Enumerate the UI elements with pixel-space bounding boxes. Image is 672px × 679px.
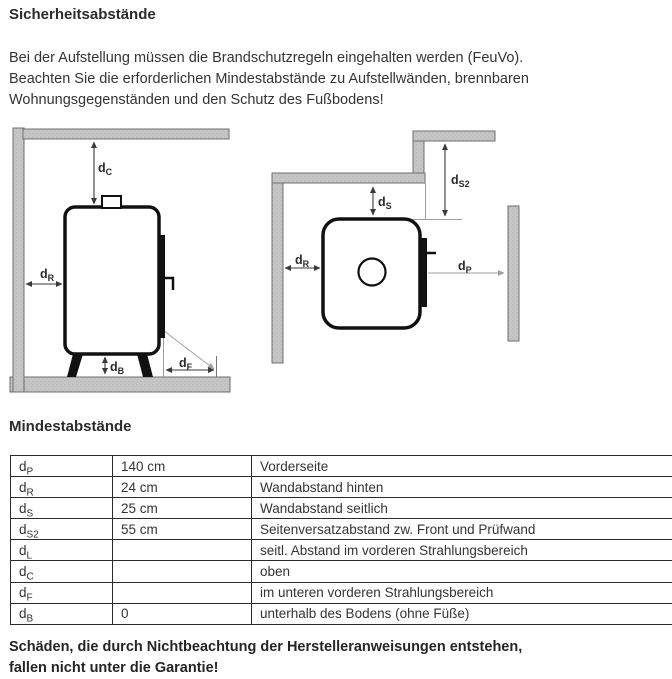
distance-value xyxy=(113,582,252,603)
stove-door-side xyxy=(158,235,166,338)
distance-value xyxy=(113,540,252,561)
door-handle xyxy=(164,278,173,290)
side-wall xyxy=(272,173,283,363)
db-label: $d_B$ xyxy=(110,360,125,376)
table-row xyxy=(11,498,672,519)
warranty-line: fallen nicht unter die Garantie! xyxy=(9,659,219,676)
intro-line: Wohnungsgegenständen und den Schutz des Fußbodens! xyxy=(9,92,384,108)
table-row xyxy=(11,540,672,561)
distance-symbol: $d_P$ xyxy=(11,456,113,477)
stove-leg xyxy=(137,354,153,377)
distance-value: 0 xyxy=(113,603,252,624)
distance-description: Vorderseite xyxy=(252,456,672,477)
table-row xyxy=(11,519,672,540)
distance-value xyxy=(113,561,252,582)
ds2-label: $d_{S2}$ xyxy=(451,173,470,189)
warranty-note xyxy=(9,637,664,678)
distance-description: Wandabstand hinten xyxy=(252,477,672,498)
dp-label: $d_P$ xyxy=(458,259,472,275)
intro-line: Bei der Aufstellung müssen die Brandschutzregeln eingehalten werden (FeuVo). xyxy=(9,50,524,66)
distance-value: 55 cm xyxy=(113,519,252,540)
top-view-diagram xyxy=(272,131,519,363)
distance-symbol: $d_S$ xyxy=(11,498,113,519)
side-view-diagram xyxy=(10,128,230,392)
rear-wall xyxy=(13,128,24,392)
table-row xyxy=(11,582,672,603)
flue-outlet xyxy=(359,259,386,286)
floor xyxy=(10,377,230,392)
table-row xyxy=(11,561,672,582)
dr-label-top: $d_R$ xyxy=(295,253,310,269)
warranty-line: Schäden, die durch Nichtbeachtung der Herstelleranweisungen entstehen, xyxy=(9,639,523,655)
distance-symbol: $d_C$ xyxy=(11,561,113,582)
stove-body-side xyxy=(65,207,159,354)
dc-label: $d_C$ xyxy=(98,161,113,177)
stove-door-top xyxy=(419,238,427,307)
distance-value: 24 cm xyxy=(113,477,252,498)
distance-description: unterhalb des Bodens (ohne Füße) xyxy=(252,603,672,624)
ceiling xyxy=(23,129,229,139)
distance-symbol: $d_L$ xyxy=(11,540,113,561)
distance-description: Seitenversatzabstand zw. Front und Prüfwand xyxy=(252,519,672,540)
distance-description: Wandabstand seitlich xyxy=(252,498,672,519)
intro-paragraph xyxy=(9,48,664,111)
distance-description: seitl. Abstand im vorderen Strahlungsbereich xyxy=(252,540,672,561)
distance-symbol: $d_R$ xyxy=(11,477,113,498)
ds-label: $d_S$ xyxy=(378,195,392,211)
dr-label: $d_R$ xyxy=(40,267,55,283)
page-title: Sicherheitsabstände xyxy=(9,6,156,23)
df-label: $d_F$ xyxy=(179,356,193,372)
rear-wall-top xyxy=(272,173,425,183)
distance-description: oben xyxy=(252,561,672,582)
distance-description: im unteren vorderen Strahlungsbereich xyxy=(252,582,672,603)
distance-symbol: $d_B$ xyxy=(11,603,113,624)
stove-leg xyxy=(67,354,83,377)
distance-value: 25 cm xyxy=(113,498,252,519)
table-row xyxy=(11,603,672,624)
safety-distance-diagrams xyxy=(0,118,672,400)
test-wall xyxy=(508,206,519,341)
table-row xyxy=(11,456,672,477)
distance-symbol: $d_F$ xyxy=(11,582,113,603)
distance-symbol: $d_{S2}$ xyxy=(11,519,113,540)
table-row xyxy=(11,477,672,498)
distances-table xyxy=(10,455,672,625)
intro-line: Beachten Sie die erforderlichen Mindestabstände zu Aufstellwänden, brennbaren xyxy=(9,71,529,87)
distance-value: 140 cm xyxy=(113,456,252,477)
offset-wall-top xyxy=(413,131,495,141)
flue-stub xyxy=(102,196,121,208)
section-title: Mindestabstände xyxy=(9,418,132,435)
